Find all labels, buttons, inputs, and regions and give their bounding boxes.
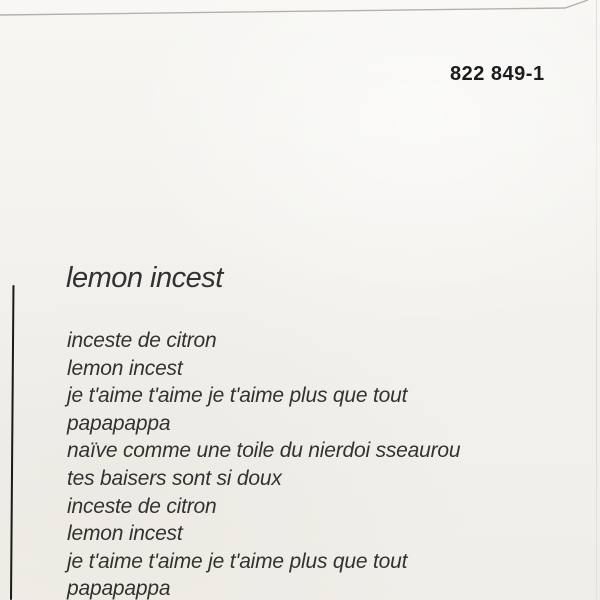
- lyric-line: papapappa: [67, 577, 171, 600]
- lyric-line: je t'aime t'aime je t'aime plus que tout: [67, 549, 408, 573]
- lyric-line: inceste de citron: [67, 329, 217, 352]
- catalog-number: 822 849-1: [450, 63, 545, 85]
- lyric-line: tes baisers sont si doux: [67, 466, 282, 490]
- sleeve-spine-line: [10, 285, 14, 600]
- scan-right-edge: [596, 0, 597, 600]
- lyric-line: naïve comme une toile du nierdoi sseaurou: [67, 439, 461, 463]
- lyric-line: papapappa: [67, 411, 171, 435]
- lyric-line: inceste de citron: [67, 494, 217, 518]
- lyrics-block: [67, 327, 547, 600]
- lyric-line: lemon incest: [67, 356, 183, 380]
- song-title: lemon incest: [66, 262, 223, 294]
- paper-edge-line: [0, 0, 600, 24]
- lyric-line: je t'aime t'aime je t'aime plus que tout: [67, 384, 408, 408]
- lyric-line: lemon incest: [67, 522, 183, 546]
